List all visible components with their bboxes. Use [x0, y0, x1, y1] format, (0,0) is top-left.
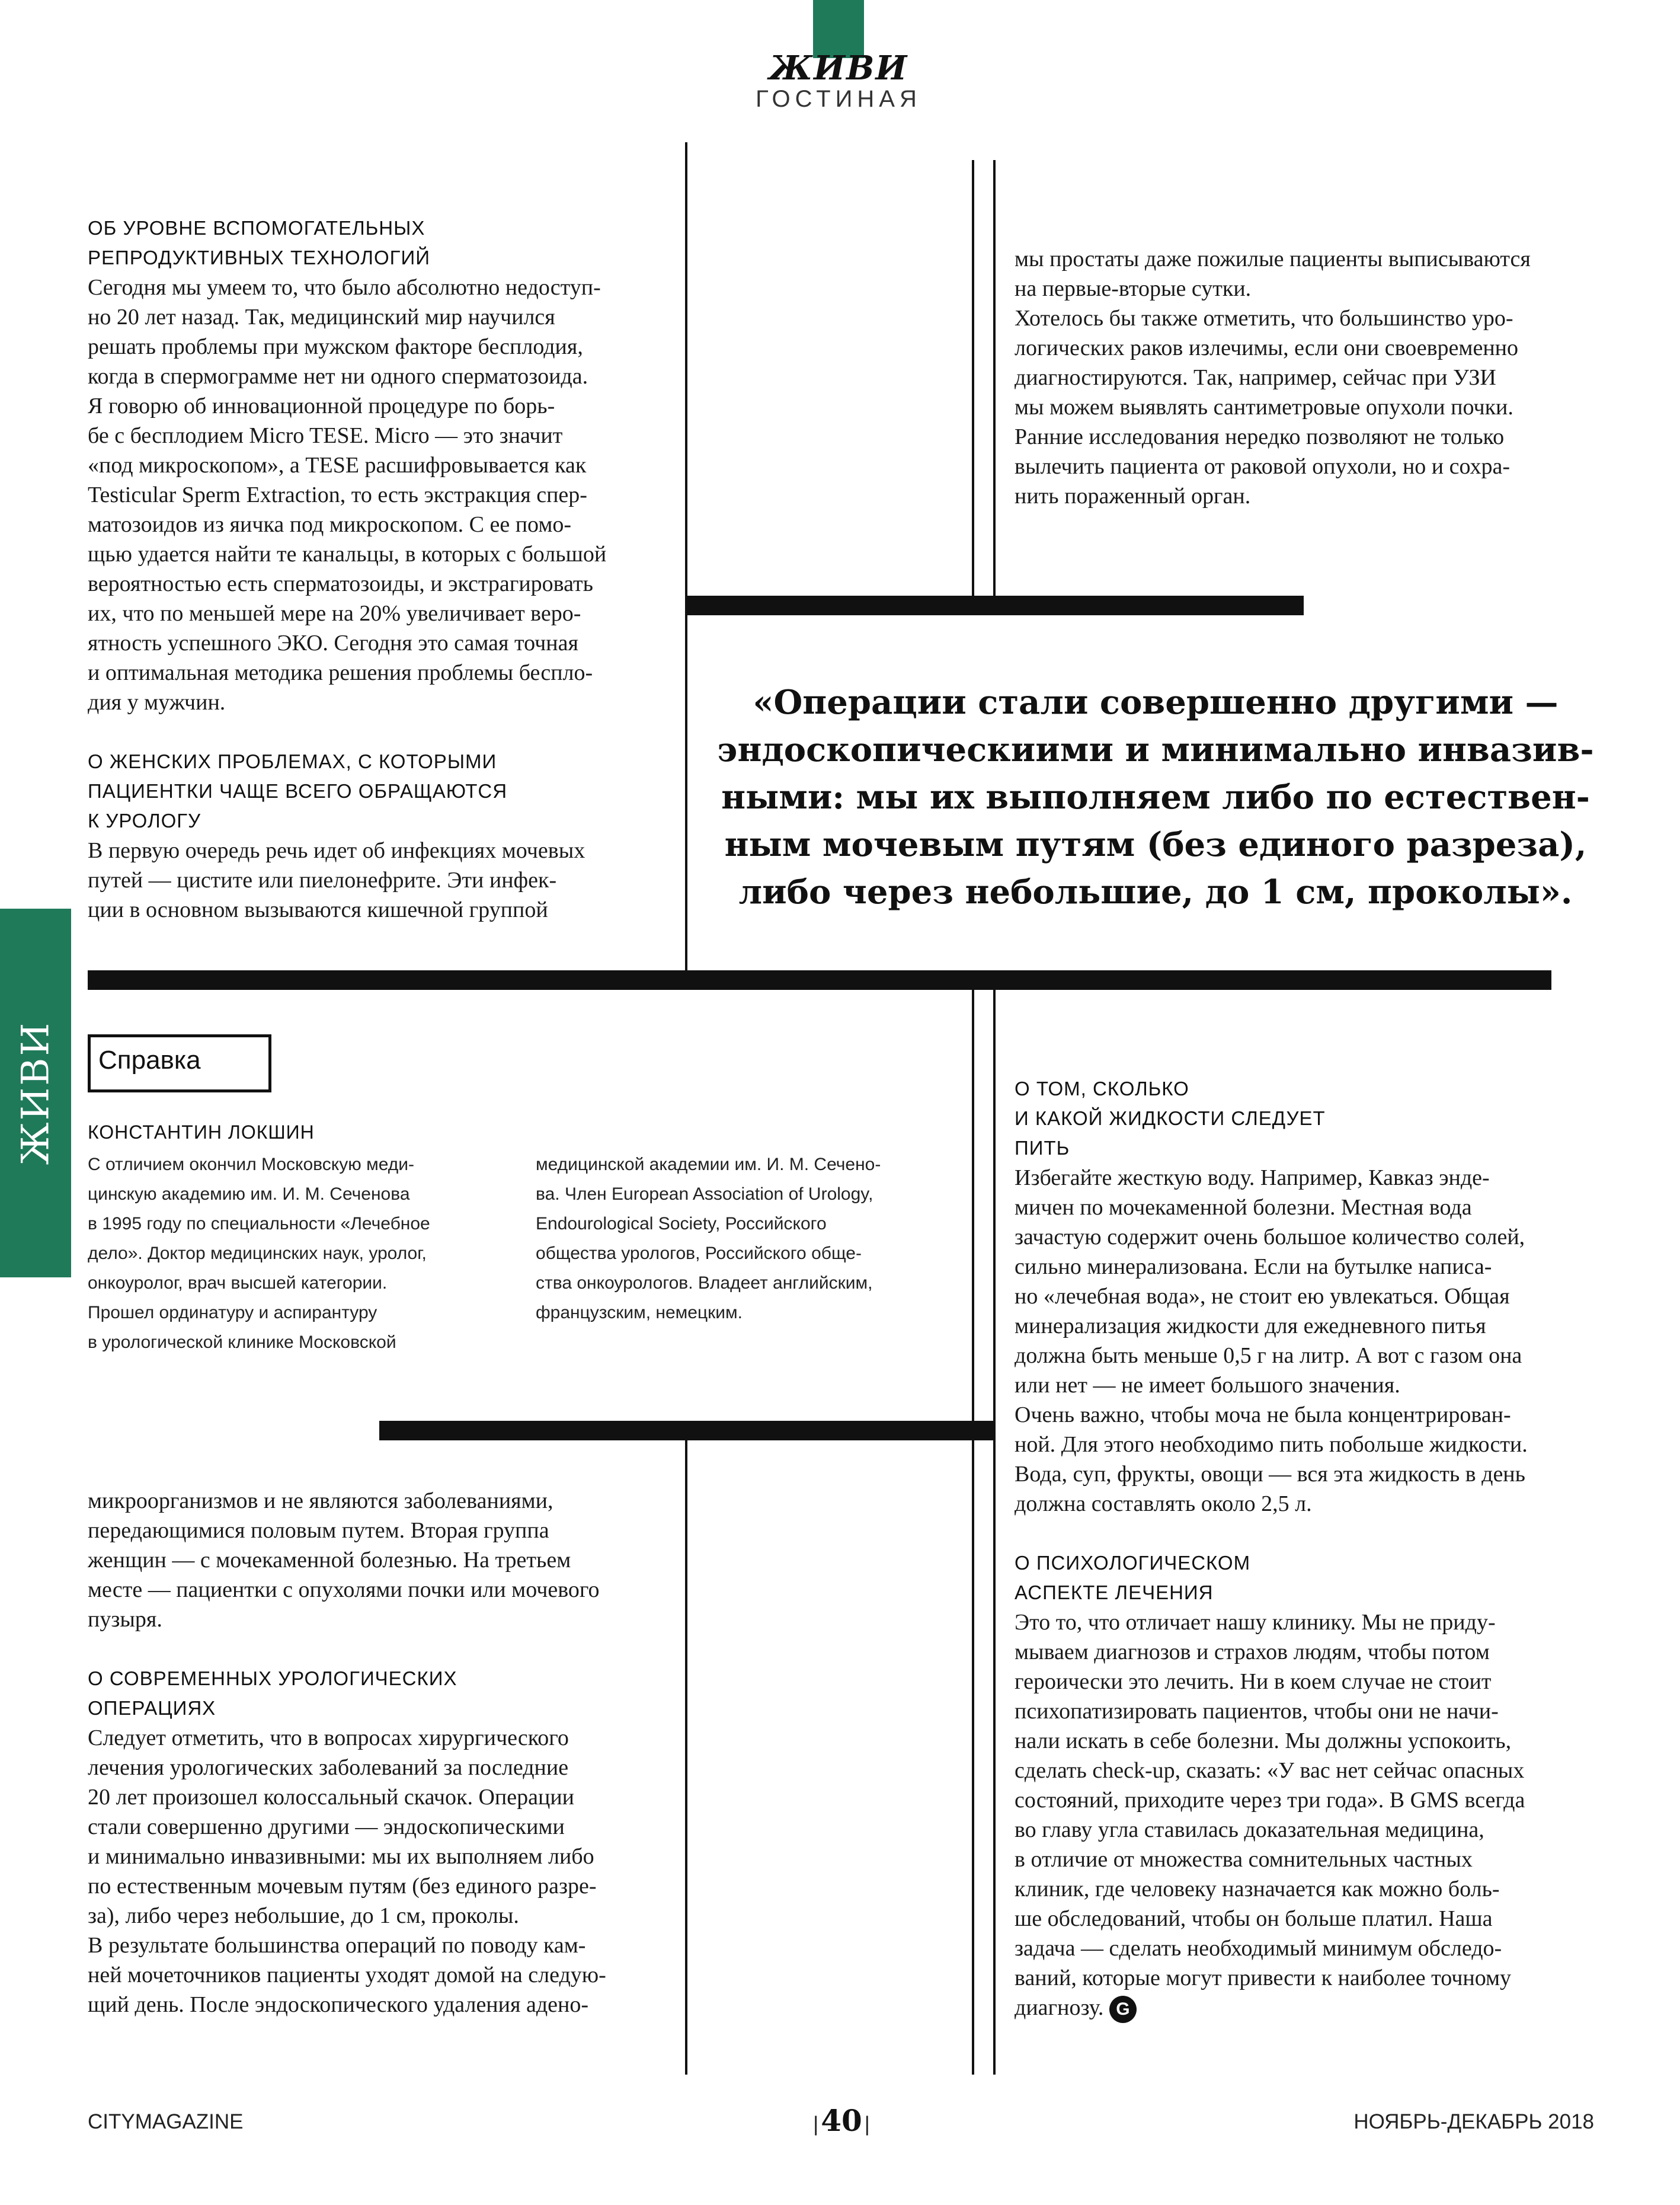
text-line: передающимися половым путем. Вторая группа — [88, 1518, 549, 1543]
heading-fluids — [1015, 1074, 1607, 1163]
text-line: медицинской академии им. И. М. Сечено- — [536, 1155, 881, 1174]
paragraph-water — [1015, 1163, 1607, 1519]
text-line: вероятностью есть сперматозоиды, и экстрагировать — [88, 571, 593, 596]
text-line-last — [1015, 1993, 1607, 2023]
pull-quote — [711, 679, 1600, 916]
text-line: или нет — не имеет большого значения. — [1015, 1373, 1400, 1398]
text-line: дело». Доктор медицинских наук, уролог, — [88, 1244, 427, 1263]
heading-line: О ПСИХОЛОГИЧЕСКОМ — [1015, 1552, 1251, 1574]
text-line: за), либо через небольшие, до 1 см, проколы. — [88, 1903, 519, 1928]
last-line-text: диагнозу. — [1015, 1995, 1104, 2020]
text-line: нить пораженный орган. — [1015, 484, 1251, 509]
horizontal-bar-bio-bottom — [379, 1421, 996, 1440]
text-line: задача — сделать необходимый минимум обследо- — [1015, 1936, 1502, 1961]
text-line: цинскую академию им. И. М. Сеченова — [88, 1184, 410, 1204]
text-line: в урологической клинике Московской — [88, 1332, 396, 1352]
text-line: сделать check-up, сказать: «У вас нет сейчас опасных — [1015, 1758, 1525, 1783]
text-line: Сегодня мы умеем то, что было абсолютно недоступ- — [88, 275, 601, 300]
text-line: Следует отметить, что в вопросах хирургического — [88, 1725, 569, 1750]
horizontal-bar-middle — [88, 970, 1551, 990]
text-line: ваний, которые могут привести к наиболее точному — [1015, 1966, 1512, 1990]
side-tab-label: ЖИВИ — [14, 1021, 57, 1165]
heading-modern-operations — [88, 1664, 680, 1723]
column-right-top — [1015, 244, 1607, 511]
text-line: ше обследований, чтобы он больше платил. Наша — [1015, 1906, 1493, 1931]
page-divider-right: | — [864, 2113, 870, 2136]
bio-name: КОНСТАНТИН ЛОКШИН — [88, 1121, 315, 1143]
text-line: по естественным мочевым путям (без единого разре- — [88, 1874, 597, 1899]
heading-line: О ЖЕНСКИХ ПРОБЛЕМАХ, С КОТОРЫМИ — [88, 750, 497, 772]
text-line: «под микроскопом», а TESE расшифровывается как — [88, 453, 587, 478]
bio-column-2 — [536, 1150, 962, 1328]
heading-reproductive — [88, 213, 680, 273]
text-line: должна составлять около 2,5 л. — [1015, 1491, 1312, 1516]
section-subtitle: ГОСТИНАЯ — [756, 86, 921, 112]
text-line: Избегайте жесткую воду. Например, Кавказ энде- — [1015, 1165, 1490, 1190]
text-line: на первые-вторые сутки. — [1015, 276, 1252, 301]
paragraph-microorganisms — [88, 1486, 680, 1634]
text-line: диагностируются. Так, например, сейчас при УЗИ — [1015, 365, 1496, 390]
text-line: когда в спермограмме нет ни одного сперматозоида. — [88, 364, 588, 389]
paragraph-surgery — [88, 1723, 680, 2019]
bio-column-1 — [88, 1150, 503, 1357]
text-line: пузыря. — [88, 1607, 162, 1632]
text-line: логических раков излечимы, если они своевременно — [1015, 335, 1518, 360]
text-line: Вода, суп, фрукты, овощи — вся эта жидкость в день — [1015, 1462, 1525, 1487]
vertical-rule-mid-top-a — [972, 160, 974, 596]
section-title: ЖИВИ — [769, 49, 908, 88]
vertical-rule-mid-top-b — [993, 160, 996, 596]
text-line: бе с бесплодием Micro TESE. Micro — это значит — [88, 423, 563, 448]
heading-line: К УРОЛОГУ — [88, 810, 201, 832]
vertical-rule-mid-bottom-a — [972, 990, 974, 2075]
text-line: французским, немецким. — [536, 1303, 743, 1322]
quote-line: ным мочевым путям (без единого разреза), — [724, 825, 1587, 864]
heading-line: ОБ УРОВНЕ ВСПОМОГАТЕЛЬНЫХ — [88, 217, 425, 239]
text-line: щью удается найти те канальцы, в которых с большой — [88, 542, 607, 567]
bio-label: Справка — [98, 1046, 201, 1075]
heading-line: ПИТЬ — [1015, 1137, 1070, 1159]
text-line: но «лечебная вода», не стоит ею увлекаться. Общая — [1015, 1284, 1510, 1309]
side-tab-label-wrap — [0, 909, 71, 1277]
horizontal-bar-quote-top — [685, 596, 1304, 615]
text-line: ва. Член European Association of Urology, — [536, 1184, 873, 1204]
text-line: психопатизировать пациентов, чтобы они не начи- — [1015, 1699, 1499, 1724]
heading-line: РЕПРОДУКТИВНЫХ ТЕХНОЛОГИЙ — [88, 247, 430, 269]
text-line: решать проблемы при мужском факторе бесплодия, — [88, 334, 583, 359]
text-line: месте — пациентки с опухолями почки или мочевого — [88, 1577, 600, 1602]
text-line: Прошел ординатуру и аспирантуру — [88, 1303, 377, 1322]
text-line: и минимально инвазивными: мы их выполняем либо — [88, 1844, 594, 1869]
text-line: ней мочеточников пациенты уходят домой на следую- — [88, 1963, 606, 1987]
text-line: мичен по мочекаменной болезни. Местная вода — [1015, 1195, 1472, 1220]
text-line: клиник, где человеку назначается как можно боль- — [1015, 1877, 1500, 1902]
text-line: общества урологов, Российского обще- — [536, 1244, 862, 1263]
text-line: вылечить пациента от раковой опухоли, но и сохра- — [1015, 454, 1511, 479]
text-line: должна быть меньше 0,5 г на литр. А вот с газом она — [1015, 1343, 1522, 1368]
text-line: Это то, что отличает нашу клинику. Мы не приду- — [1015, 1610, 1496, 1635]
text-line: героически это лечить. Ни в коем случае не стоит — [1015, 1669, 1492, 1694]
text-line: Ранние исследования нередко позволяют не только — [1015, 424, 1505, 449]
vertical-rule-mid-bottom-b — [993, 990, 996, 2075]
footer-page-number — [794, 2103, 889, 2138]
text-line: мы можем выявлять сантиметровые опухоли почки. — [1015, 395, 1513, 420]
heading-psychology — [1015, 1548, 1607, 1608]
text-line: их, что по меньшей мере на 20% увеличивает веро- — [88, 601, 581, 626]
text-line: зачастую содержит очень большое количество солей, — [1015, 1225, 1525, 1250]
text-line: В результате большинства операций по поводу кам- — [88, 1933, 586, 1958]
text-line: в 1995 году по специальности «Лечебное — [88, 1214, 430, 1233]
heading-line: ПАЦИЕНТКИ ЧАЩЕ ВСЕГО ОБРАЩАЮТСЯ — [88, 780, 508, 802]
text-line: Endourological Society, Российского — [536, 1214, 827, 1233]
text-line: минерализация жидкости для ежедневного питья — [1015, 1314, 1486, 1338]
text-line: нали искать в себе болезни. Мы должны успокоить, — [1015, 1728, 1512, 1753]
text-line: путей — цистите или пиелонефрите. Эти инфек- — [88, 868, 557, 893]
footer-issue-date: НОЯБРЬ-ДЕКАБРЬ 2018 — [1353, 2110, 1594, 2133]
text-line: матозоидов из яичка под микроскопом. С ее помо- — [88, 512, 572, 537]
heading-line: О ТОМ, СКОЛЬКО — [1015, 1078, 1189, 1100]
heading-female-problems — [88, 747, 680, 836]
footer-magazine-name: CITYMAGAZINE — [88, 2110, 244, 2133]
text-line: во главу угла ставилась доказательная медицина, — [1015, 1817, 1484, 1842]
text-line: ятность успешного ЭКО. Сегодня это самая точная — [88, 631, 578, 656]
quote-line: «Операции стали совершенно другими — — [753, 683, 1559, 722]
column-right-bottom — [1015, 1074, 1607, 2023]
quote-line: эндоскопическиими и минимально инвазив- — [717, 730, 1594, 769]
text-line: стали совершенно другими — эндоскопическими — [88, 1814, 565, 1839]
text-line: онкоуролог, врач высшей категории. — [88, 1273, 388, 1293]
text-line: женщин — с мочекаменной болезнью. На третьем — [88, 1548, 571, 1573]
text-line: Testicular Sperm Extraction, то есть экстракция спер- — [88, 482, 587, 507]
paragraph-psychology — [1015, 1608, 1607, 2023]
text-line: Хотелось бы также отметить, что большинство уро- — [1015, 306, 1513, 331]
quote-line: либо через небольшие, до 1 см, проколы». — [738, 873, 1573, 912]
page-number: 40 — [821, 2103, 862, 2138]
text-line: ства онкоурологов. Владеет английским, — [536, 1273, 873, 1293]
column-left-bottom — [88, 1486, 680, 2019]
text-line: но 20 лет назад. Так, медицинский мир научился — [88, 305, 555, 330]
vertical-rule-left-bottom — [685, 1421, 687, 2075]
vertical-rule-left-top — [685, 142, 687, 972]
text-line: 20 лет произошел колоссальный скачок. Операции — [88, 1785, 575, 1810]
text-line: мываем диагнозов и страхов людям, чтобы потом — [1015, 1640, 1490, 1664]
text-line: в отличие от множества сомнительных частных — [1015, 1847, 1473, 1872]
text-line: С отличием окончил Московскую меди- — [88, 1155, 414, 1174]
text-line: дия у мужчин. — [88, 690, 226, 715]
text-line: Я говорю об инновационной процедуре по борь- — [88, 394, 555, 418]
page-divider-left: | — [813, 2113, 819, 2136]
text-line: ции в основном вызываются кишечной группой — [88, 897, 548, 922]
text-line: В первую очередь речь идет об инфекциях мочевых — [88, 838, 585, 863]
text-line: микроорганизмов и не являются заболеваниями, — [88, 1488, 553, 1513]
paragraph-micro-tese — [88, 273, 680, 717]
heading-line: О СОВРЕМЕННЫХ УРОЛОГИЧЕСКИХ — [88, 1667, 457, 1689]
text-line: Очень важно, чтобы моча не была концентрирован- — [1015, 1402, 1511, 1427]
text-line: сильно минерализована. Если на бутылке написа- — [1015, 1254, 1492, 1279]
column-left-top — [88, 213, 680, 925]
text-line: состояний, приходите через три года». В GMS всегда — [1015, 1788, 1525, 1813]
text-line: ной. Для этого необходимо пить побольше жидкости. — [1015, 1432, 1528, 1457]
text-line: и оптимальная методика решения проблемы беспло- — [88, 660, 593, 685]
text-line: лечения урологических заболеваний за последние — [88, 1755, 569, 1780]
text-line: мы простаты даже пожилые пациенты выписываются — [1015, 247, 1531, 271]
quote-line: ными: мы их выполняем либо по естествен- — [721, 778, 1590, 817]
heading-line: И КАКОЙ ЖИДКОСТИ СЛЕДУЕТ — [1015, 1107, 1326, 1129]
paragraph-infections — [88, 836, 680, 925]
text-line: щий день. После эндоскопического удаления адено- — [88, 1992, 589, 2017]
heading-line: ОПЕРАЦИЯХ — [88, 1697, 216, 1719]
end-of-article-icon: G — [1109, 1996, 1137, 2023]
heading-line: АСПЕКТЕ ЛЕЧЕНИЯ — [1015, 1581, 1214, 1603]
